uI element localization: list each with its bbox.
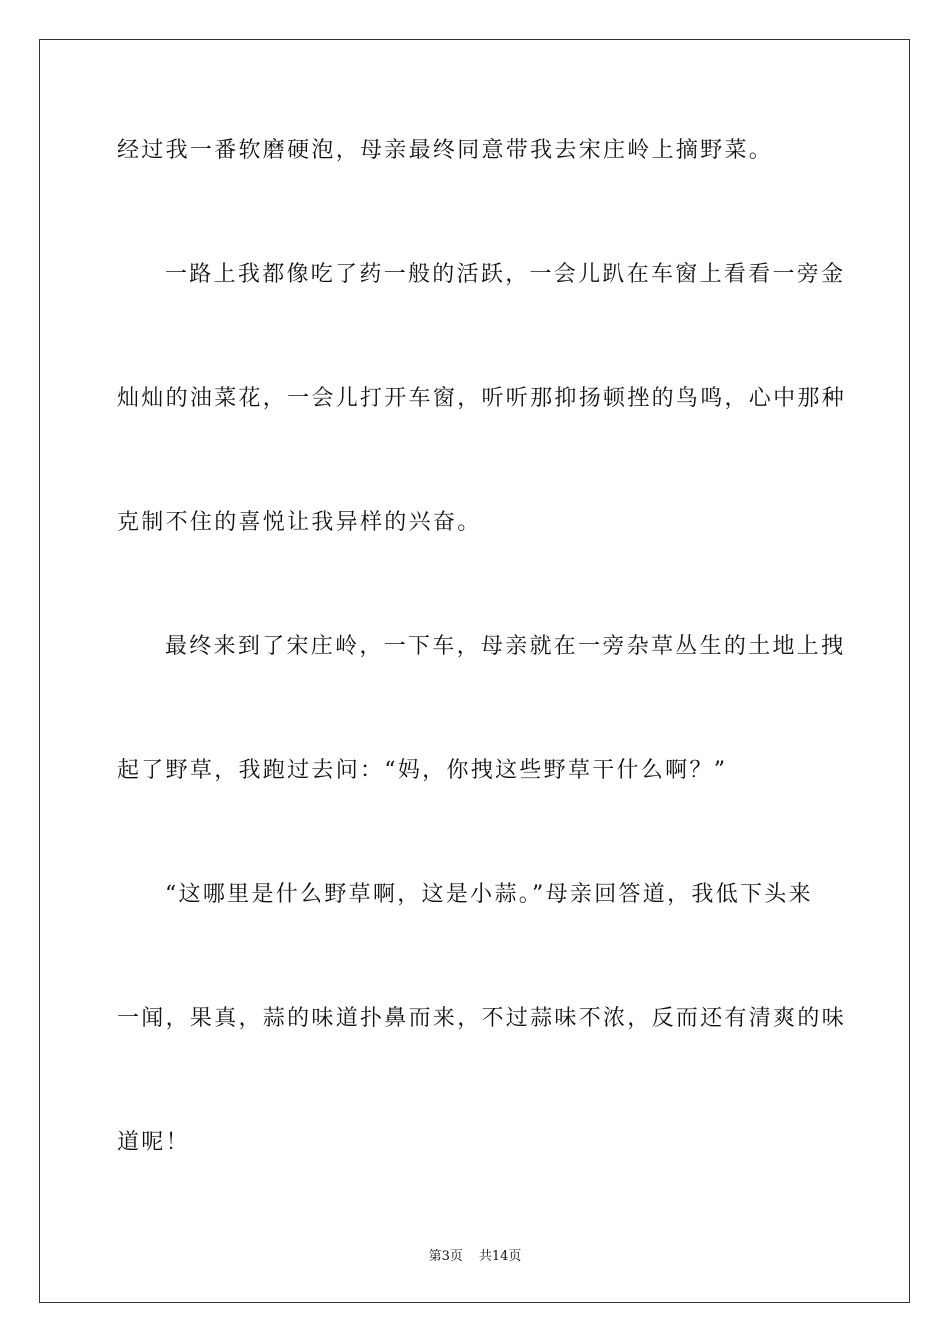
paragraph-line: 最终来到了宋庄岭，一下车，母亲就在一旁杂草丛生的土地上拽 — [165, 634, 846, 659]
paragraph-line: 一闻，果真，蒜的味道扑鼻而来，不过蒜味不浓，反而还有清爽的味 — [117, 1006, 847, 1031]
paragraph-line: 起了野草，我跑过去问：“妈，你拽这些野草干什么啊？” — [117, 758, 728, 783]
paragraph-line: 克制不住的喜悦让我异样的兴奋。 — [117, 510, 482, 535]
page-total: 共14页 — [478, 1249, 522, 1264]
paragraph-line: 经过我一番软磨硬泡，母亲最终同意带我去宋庄岭上摘野菜。 — [117, 138, 774, 163]
paragraph-line: 一路上我都像吃了药一般的活跃，一会儿趴在车窗上看看一旁金 — [165, 262, 846, 287]
page-number: 第3页 — [428, 1249, 463, 1264]
paragraph-line: 灿灿的油菜花，一会儿打开车窗，听听那抑扬顿挫的鸟鸣，心中那种 — [117, 386, 847, 411]
paragraph-line: 道呢！ — [117, 1130, 190, 1155]
paragraph-line: “这哪里是什么野草啊，这是小蒜。”母亲回答道，我低下头来 — [165, 882, 813, 907]
page-footer — [0, 1248, 950, 1266]
page-border — [39, 39, 910, 1303]
